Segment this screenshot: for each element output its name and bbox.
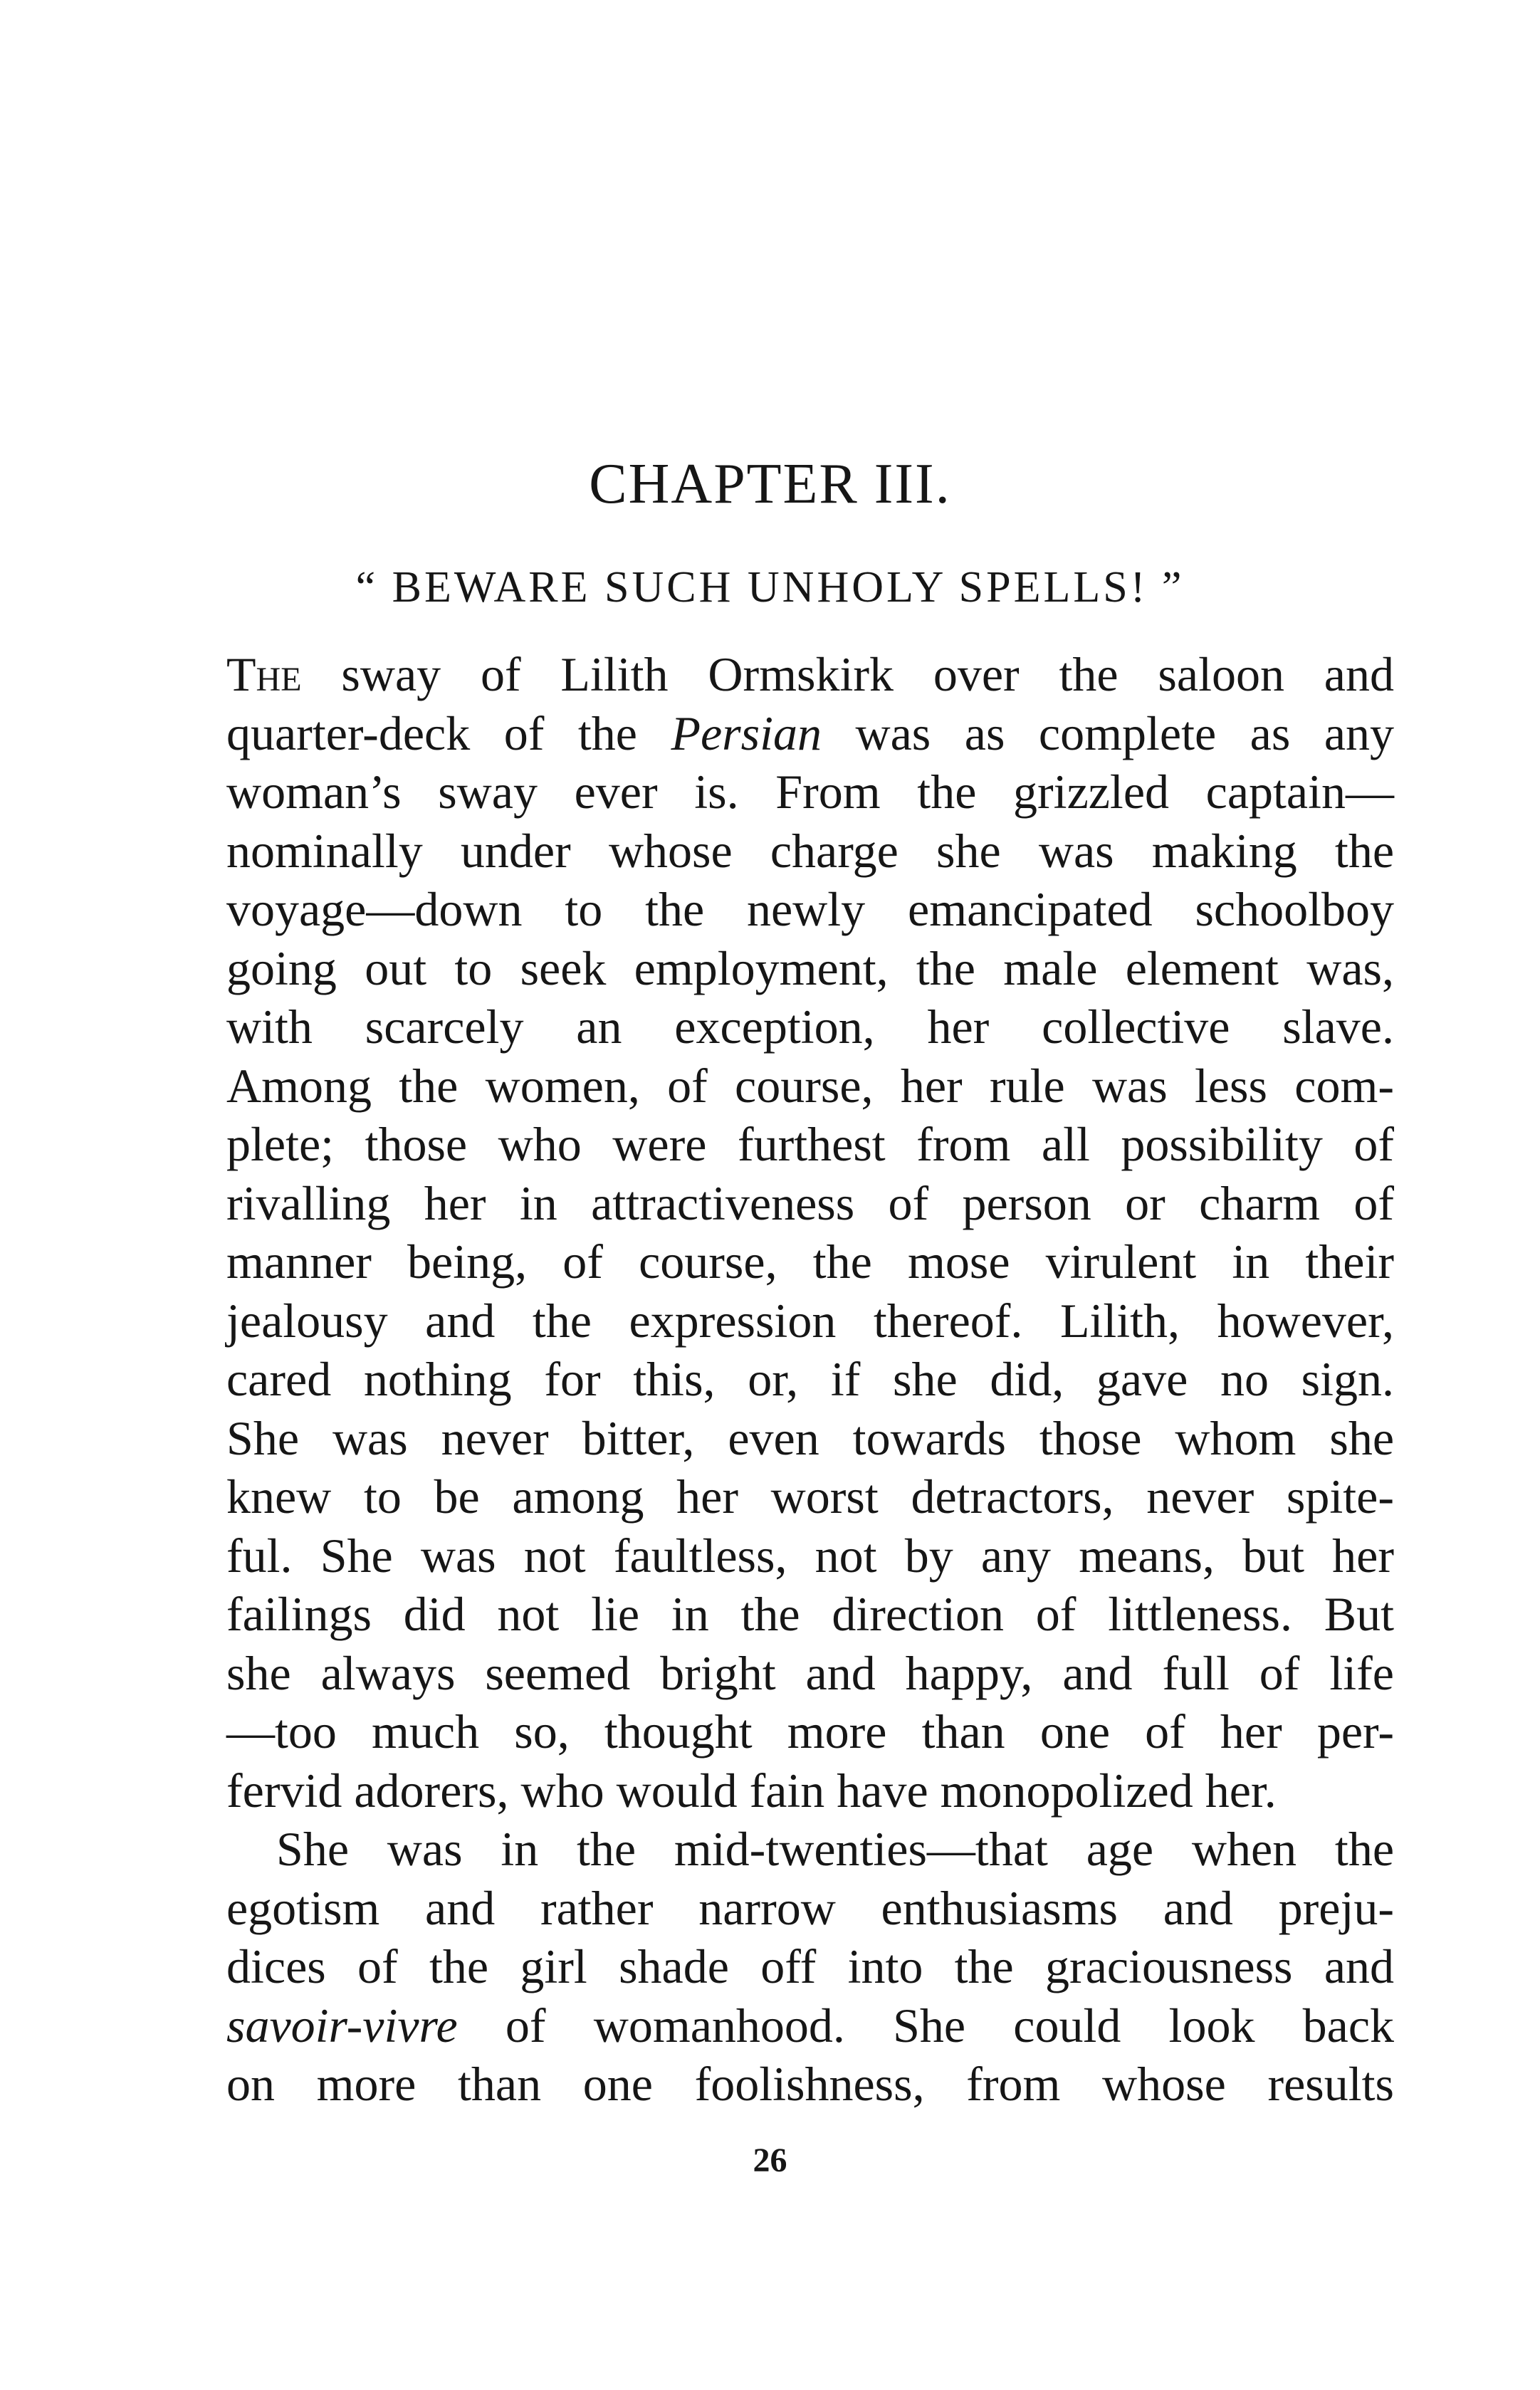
paragraph-1-line-4: nominally under whose charge she was making the [226, 823, 1394, 878]
paragraph-1-line-15: knew to be among her worst detractors, never spite- [226, 1469, 1394, 1524]
chapter-subtitle [0, 562, 1540, 615]
french-phrase: savoir-vivre [226, 1998, 458, 2053]
paragraph-1-line-2: quarter-deck of the Persian was as complete as any [226, 706, 1394, 760]
paragraph-2-line-3: dices of the girl shade off into the graciousness and [226, 1939, 1394, 1993]
paragraph-1-line-16: ful. She was not faultless, not by any means, but her [226, 1528, 1394, 1583]
chapter-subtitle-text: “ BEWARE SUCH UNHOLY SPELLS! ” [355, 563, 1185, 612]
paragraph-1-line-8: Among the women, of course, her rule was less com- [226, 1058, 1394, 1113]
paragraph-1-line-11: manner being, of course, the mose virulent in their [226, 1235, 1394, 1289]
paragraph-1-line-10: rivalling her in attractiveness of person or charm of [226, 1175, 1394, 1230]
paragraph-2-line-2: egotism and rather narrow enthusiasms and preju- [226, 1880, 1394, 1935]
chapter-title: CHAPTER III. [589, 453, 951, 515]
lead-word: The [226, 647, 302, 701]
paragraph-1-line-5: voyage—down to the newly emancipated schoolboy [226, 882, 1394, 936]
paragraph-1-line-17: failings did not lie in the direction of littleness. But [226, 1587, 1394, 1641]
paragraph-2-line-5: on more than one foolishness, from whose results [226, 2057, 1394, 2111]
paragraph-1-line-3: woman’s sway ever is. From the grizzled captain— [226, 765, 1394, 819]
page-number: 26 [753, 2142, 787, 2179]
paragraph-1-line-9: plete; those who were furthest from all possibility of [226, 1117, 1394, 1171]
paragraph-1-line-1: The sway of Lilith Ormskirk over the saloon and [226, 647, 1394, 701]
paragraph-1-line-12: jealousy and the expression thereof. Lilith, however, [226, 1293, 1394, 1348]
ship-name: Persian [671, 706, 822, 760]
paragraph-1-line-7: with scarcely an exception, her collective slave. [226, 1000, 1394, 1054]
paragraph-2-line-4: savoir-vivre of womanhood. She could look back [226, 1998, 1394, 2053]
paragraph-1-line-14: She was never bitter, even towards those whom she [226, 1410, 1394, 1465]
paragraph-1-line-6: going out to seek employment, the male element was, [226, 940, 1394, 995]
paragraph-1-line-19: —too much so, thought more than one of her per- [226, 1704, 1394, 1759]
paragraph-2-line-1: She was in the mid-twenties—that age when the [276, 1822, 1394, 1876]
paragraph-1-line-18: she always seemed bright and happy, and full of life [226, 1645, 1394, 1700]
body-text [226, 645, 1394, 2114]
paragraph-1-line-20: fervid adorers, who would fain have monopolized her. [226, 1763, 1277, 1818]
paragraph-1-line-13: cared nothing for this, or, if she did, gave no sign. [226, 1352, 1394, 1406]
